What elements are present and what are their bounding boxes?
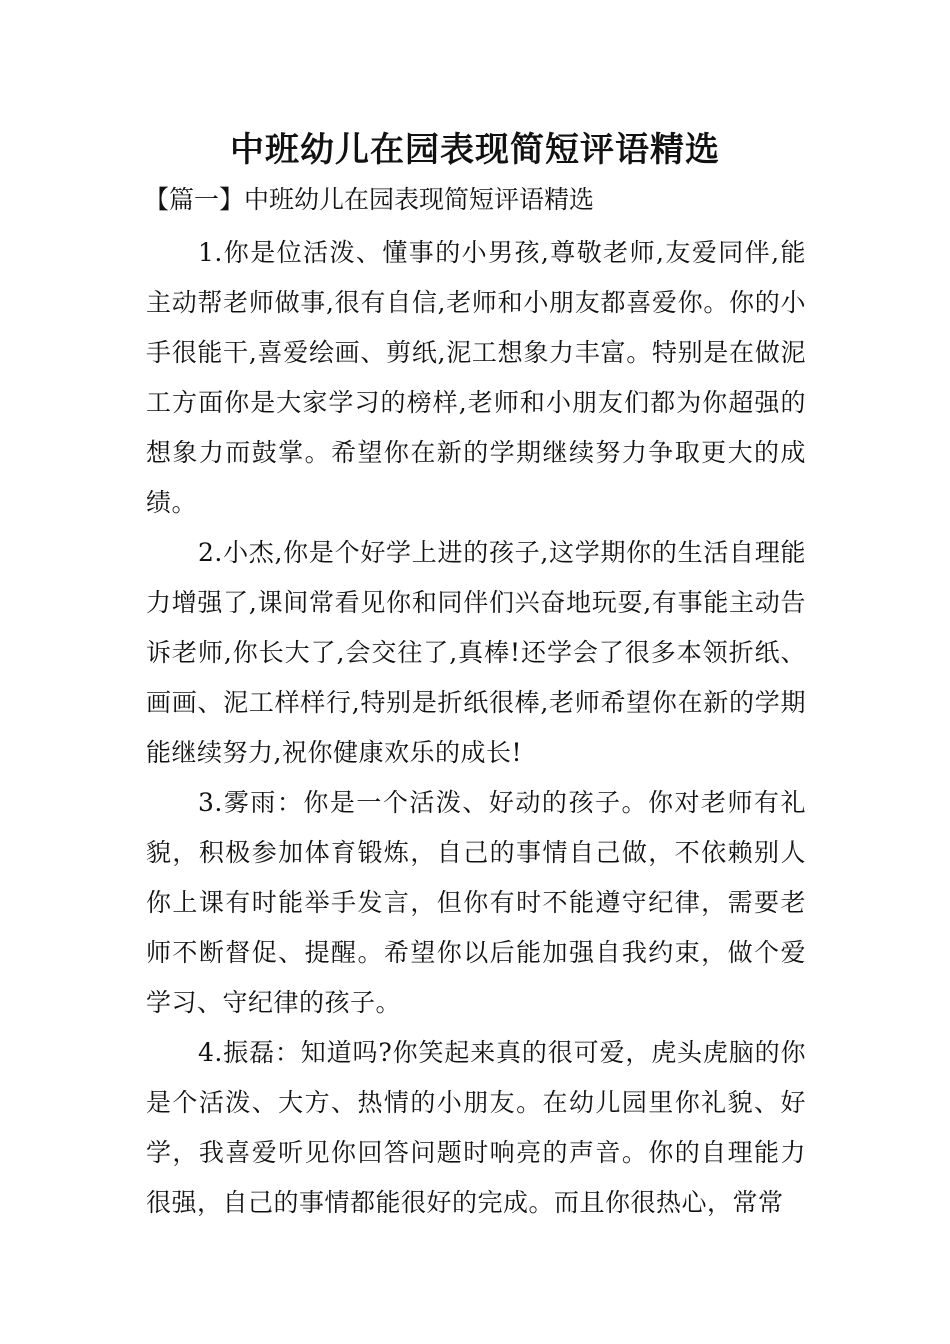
document-body xyxy=(146,228,806,1228)
comment-paragraph-3: 3.雾雨：你是一个活泼、好动的孩子。你对老师有礼貌，积极参加体育锻炼，自己的事情自己做，不依赖别人你上课有时能举手发言，但你有时不能遵守纪律，需要老师不断督促、提醒。希望你以后能加强自我约束，做个爱学习、守纪律的孩子。 xyxy=(146,788,806,1017)
section-heading: 【篇一】中班幼儿在园表现简短评语精选 xyxy=(144,185,595,214)
comment-paragraph-1: 1.你是位活泼、懂事的小男孩,尊敬老师,友爱同伴,能主动帮老师做事,很有自信,老师和小朋友都喜爱你。你的小手很能干,喜爱绘画、剪纸,泥工想象力丰富。特别是在做泥工方面你是大家学习的榜样,老师和小朋友们都为你超强的想象力而鼓掌。希望你在新的学期继续努力争取更大的成绩。 xyxy=(146,238,806,517)
document-title: 中班幼儿在园表现简短评语精选 xyxy=(230,130,720,170)
comment-paragraph-2: 2.小杰,你是个好学上进的孩子,这学期你的生活自理能力增强了,课间常看见你和同伴们兴奋地玩耍,有事能主动告诉老师,你长大了,会交往了,真棒!还学会了很多本领折纸、画画、泥工样样行,特别是折纸很棒,老师希望你在新的学期能继续努力,祝你健康欢乐的成长! xyxy=(146,538,806,767)
comment-paragraph-4: 4.振磊：知道吗?你笑起来真的很可爱，虎头虎脑的你是个活泼、大方、热情的小朋友。在幼儿园里你礼貌、好学，我喜爱听见你回答问题时响亮的声音。你的自理能力很强，自己的事情都能很好的完成。而且你很热心，常常 xyxy=(146,1038,806,1217)
